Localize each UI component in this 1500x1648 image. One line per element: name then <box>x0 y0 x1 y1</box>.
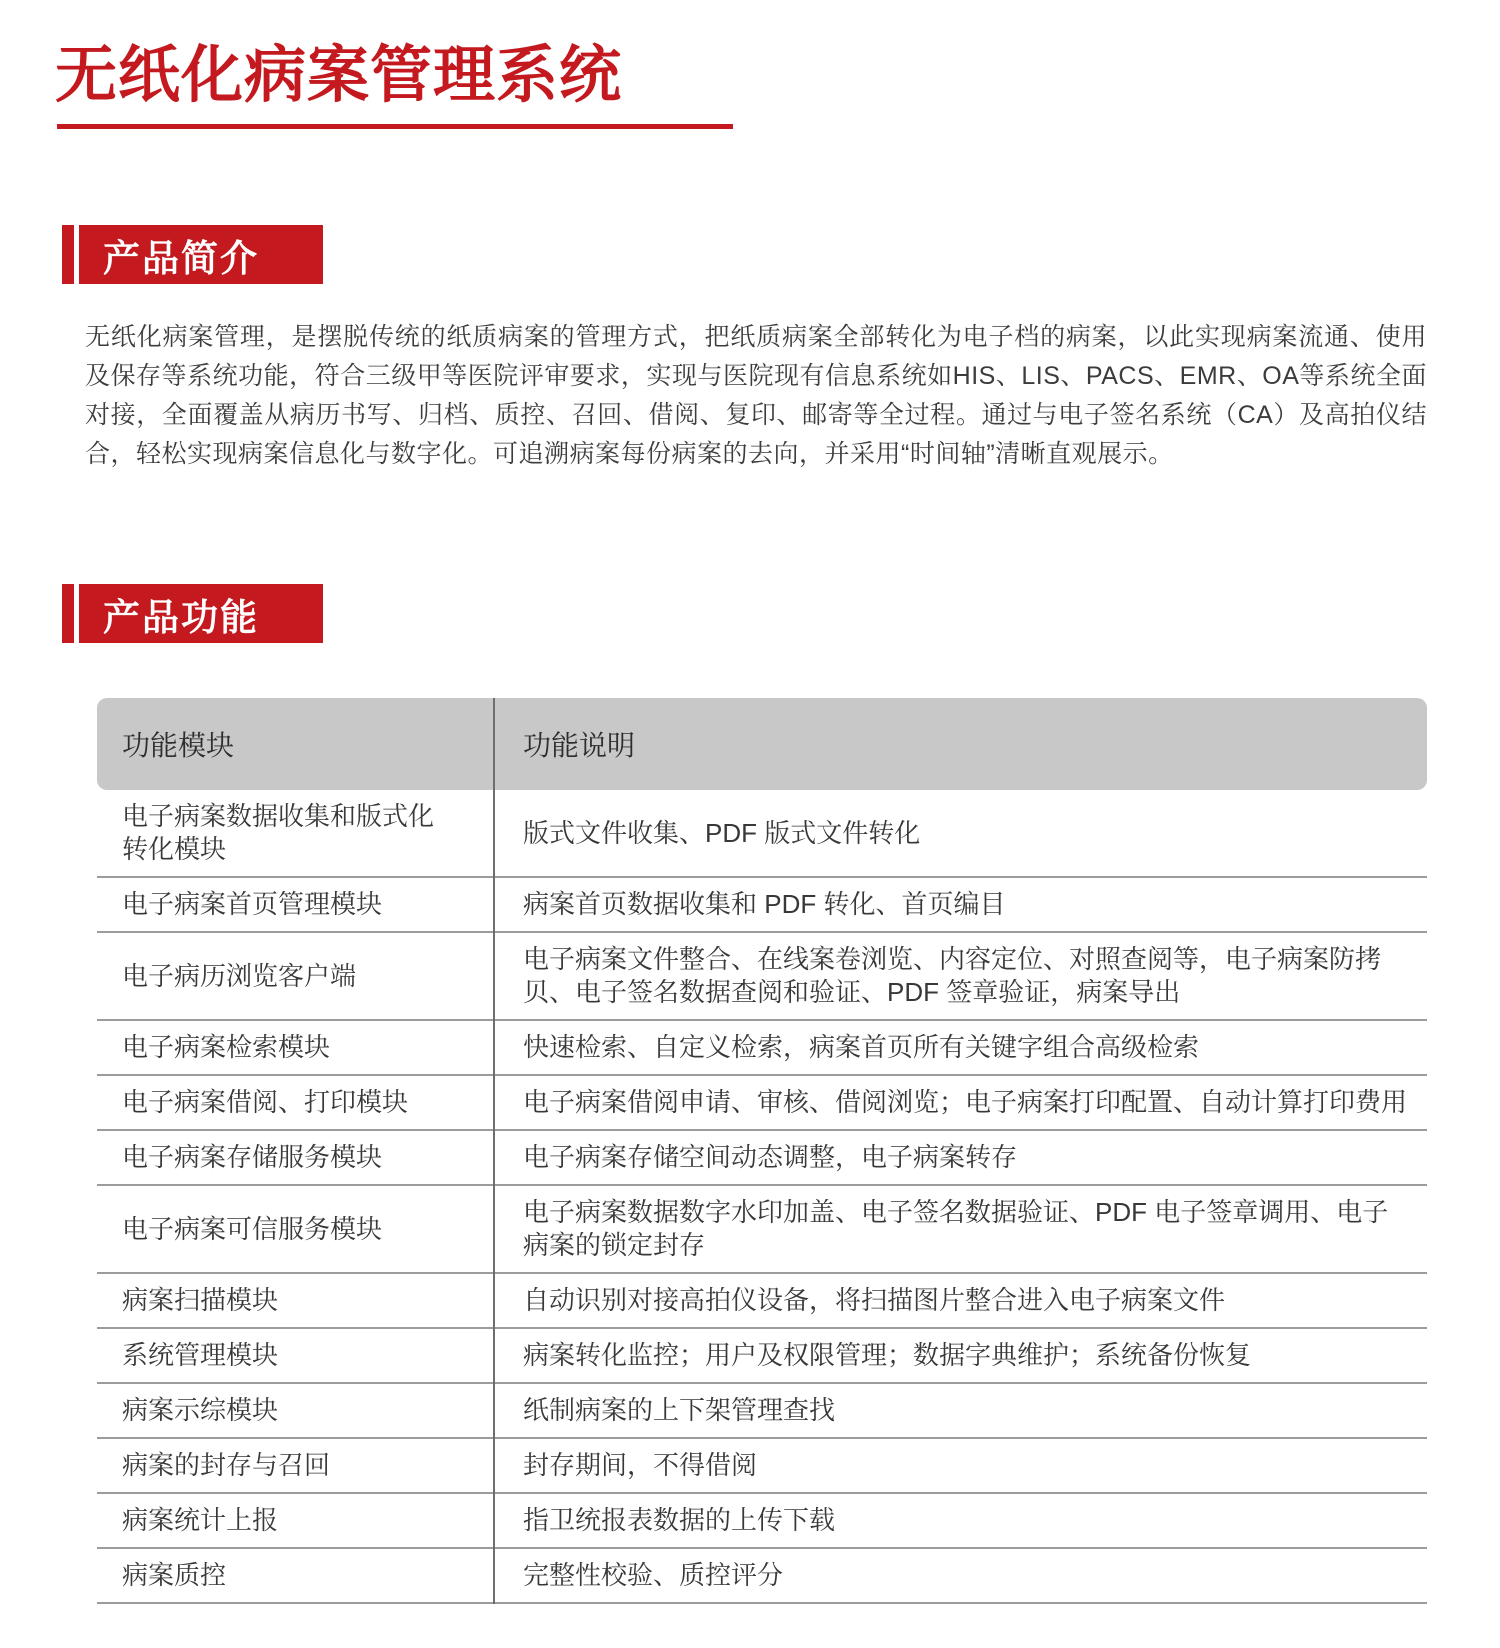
feature-module-cell: 电子病案首页管理模块 <box>122 889 383 919</box>
table-row <box>97 931 1427 1019</box>
feature-description-cell: 电子病案文件整合、在线案卷浏览、内容定位、对照查阅等，电子病案防拷贝、电子签名数据查阅和验证、PDF 签章验证，病案导出 <box>523 944 1382 1007</box>
table-row <box>97 1327 1427 1382</box>
table-column-divider <box>493 698 495 1604</box>
feature-description-cell: 电子病案数据数字水印加盖、电子签名数据验证、PDF 电子签章调用、电子病案的锁定封存 <box>523 1197 1389 1260</box>
feature-description-cell: 封存期间，不得借阅 <box>523 1450 758 1480</box>
features-heading-label: 产品功能 <box>79 584 323 643</box>
table-row <box>97 1547 1427 1602</box>
section-heading-features <box>62 584 323 643</box>
table-row <box>97 1184 1427 1272</box>
table-row <box>97 790 1427 876</box>
table-row <box>97 1074 1427 1129</box>
feature-description-cell: 电子病案存储空间动态调整，电子病案转存 <box>523 1142 1018 1172</box>
column-header-description: 功能说明 <box>523 730 636 761</box>
feature-module-cell: 病案扫描模块 <box>122 1285 279 1315</box>
table-row <box>97 1129 1427 1184</box>
section-heading-intro <box>62 225 323 284</box>
table-row <box>97 1492 1427 1547</box>
table-body <box>97 790 1427 1604</box>
feature-description-cell: 完整性校验、质控评分 <box>523 1560 784 1590</box>
features-table <box>97 698 1427 1604</box>
intro-paragraph: 无纸化病案管理，是摆脱传统的纸质病案的管理方式，把纸质病案全部转化为电子档的病案，以此实现病案流通、使用及保存等系统功能，符合三级甲等医院评审要求，实现与医院现有信息系统如HIS、LIS、PACS、EMR、OA等系统全面对接，全面覆盖从病历书写、归档、质控、召回、借阅、复印、邮寄等全过程。通过与电子签名系统（CA）及高拍仪结合，轻松实现病案信息化与数字化。可追溯病案每份病案的去向，并采用“时间轴”清晰直观展示。 <box>85 323 1427 468</box>
feature-module-cell: 电子病案数据收集和版式化转化模块 <box>122 801 435 864</box>
feature-module-cell: 电子病历浏览客户端 <box>122 960 357 991</box>
title-underline <box>57 124 733 129</box>
column-header-module: 功能模块 <box>122 730 235 761</box>
feature-module-cell: 电子病案存储服务模块 <box>122 1142 383 1172</box>
table-header-row <box>97 698 1427 790</box>
table-row <box>97 1437 1427 1492</box>
feature-module-cell: 病案的封存与召回 <box>122 1450 331 1480</box>
table-row <box>97 1382 1427 1437</box>
feature-description-cell: 病案转化监控；用户及权限管理；数据字典维护；系统备份恢复 <box>523 1340 1252 1370</box>
feature-description-cell: 病案首页数据收集和 PDF 转化、首页编目 <box>523 889 1006 919</box>
feature-description-cell: 指卫统报表数据的上传下载 <box>523 1505 836 1535</box>
feature-module-cell: 病案示综模块 <box>122 1395 279 1425</box>
feature-module-cell: 电子病案借阅、打印模块 <box>122 1087 409 1117</box>
feature-description-cell: 快速检索、自定义检索，病案首页所有关键字组合高级检索 <box>523 1032 1200 1062</box>
feature-description-cell: 纸制病案的上下架管理查找 <box>523 1395 836 1425</box>
feature-module-cell: 电子病案检索模块 <box>122 1032 331 1062</box>
page-title: 无纸化病案管理系统 <box>55 41 623 110</box>
intro-heading-label: 产品简介 <box>79 225 323 284</box>
table-row <box>97 1272 1427 1327</box>
feature-description-cell: 自动识别对接高拍仪设备，将扫描图片整合进入电子病案文件 <box>523 1285 1226 1315</box>
feature-module-cell: 病案统计上报 <box>122 1505 279 1535</box>
feature-module-cell: 系统管理模块 <box>122 1340 279 1370</box>
feature-module-cell: 电子病案可信服务模块 <box>122 1213 383 1244</box>
feature-description-cell: 版式文件收集、PDF 版式文件转化 <box>523 817 921 848</box>
heading-accent-bar <box>62 584 74 643</box>
heading-accent-bar <box>62 225 74 284</box>
feature-module-cell: 病案质控 <box>122 1560 227 1590</box>
table-row <box>97 876 1427 931</box>
table-row <box>97 1019 1427 1074</box>
feature-description-cell: 电子病案借阅申请、审核、借阅浏览；电子病案打印配置、自动计算打印费用 <box>523 1087 1408 1117</box>
